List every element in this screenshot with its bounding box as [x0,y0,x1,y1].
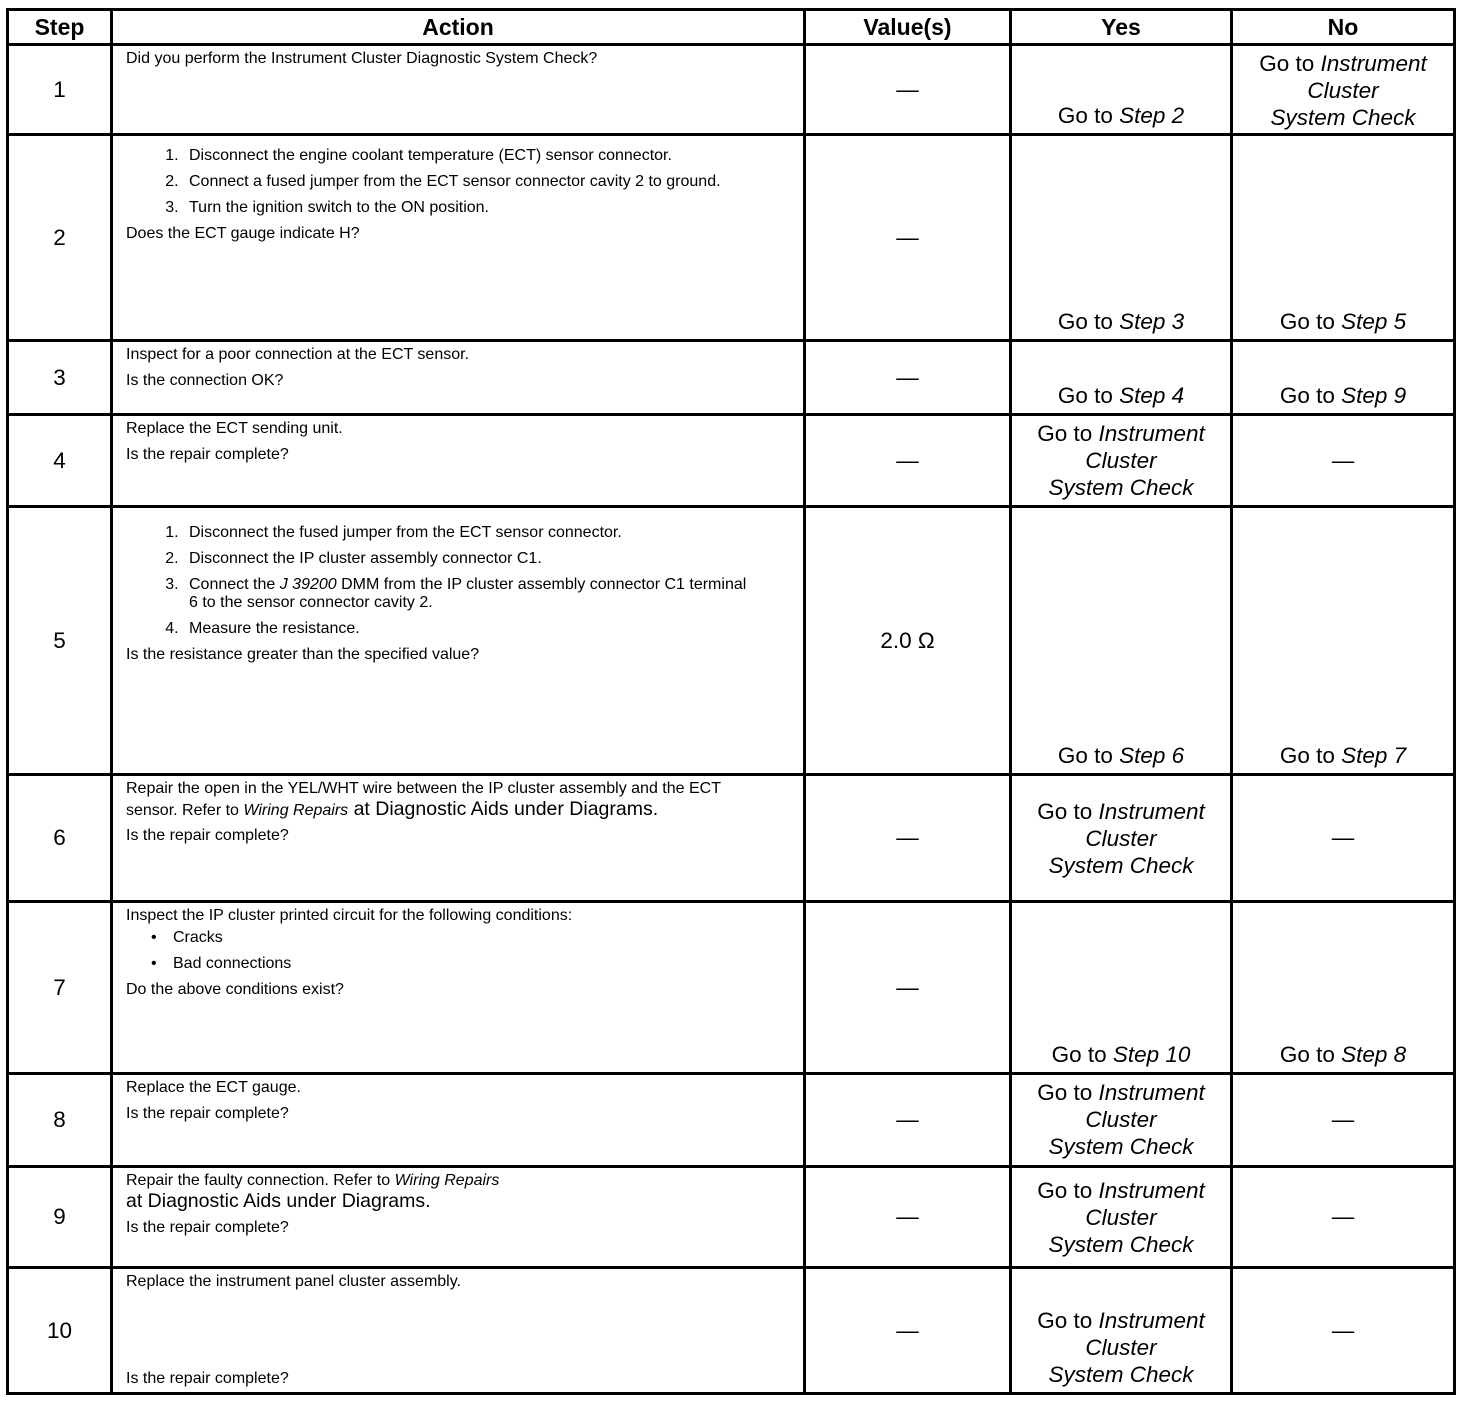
value-cell: — [805,341,1011,415]
value-cell: — [805,902,1011,1074]
yes-cell: Go to Instrument Cluster System Check [1011,1074,1232,1167]
action-step: 1. Disconnect the engine coolant temperature (ECT) sensor connector. [183,147,749,165]
action-text: Replace the ECT sending unit. [126,420,343,437]
table-row [8,1268,1455,1394]
yes-cell: Go to Instrument Cluster System Check [1011,775,1232,902]
no-target-line2: Cluster [1307,78,1379,103]
yes-target: Step 3 [1119,309,1185,334]
header-values: Value(s) [805,10,1011,45]
action-step: 1. Disconnect the fused jumper from the ECT sensor connector. [183,524,764,542]
yes-cell: Go to Step 4 [1011,341,1232,415]
yes-cell: Go to Step 2 [1011,45,1232,135]
action-text: Inspect the IP cluster printed circuit for the following conditions: [126,907,573,924]
table-row [8,1074,1455,1167]
yes-cell: Go to Step 10 [1011,902,1232,1074]
yes-cell: Go to Step 3 [1011,135,1232,341]
no-cell: Go to Step 8 [1232,902,1455,1074]
no-cell: — [1232,1074,1455,1167]
no-cell: Go to Step 7 [1232,507,1455,775]
action-question: Is the resistance greater than the specified value? [126,646,480,663]
table-row [8,45,1455,135]
action-question: Is the repair complete? [126,446,289,463]
tool-name: J 39200 [279,576,337,593]
step-number: 3 [8,341,112,415]
action-text: Inspect for a poor connection at the ECT sensor. [126,346,470,363]
action-question: Is the repair complete? [126,1219,289,1236]
action-cell [112,902,805,1074]
list-item: • Bad connections [173,955,793,973]
step-number: 1 [8,45,112,135]
action-cell [112,1268,805,1394]
action-text: Repair the faulty connection. Refer to Wiring Repairs at Diagnostic Aids under Diagrams. [126,1172,500,1212]
step-number: 6 [8,775,112,902]
ref-link: Wiring Repairs [243,802,349,819]
action-question: Do the above conditions exist? [126,981,344,998]
header-step: Step [8,10,112,45]
action-cell [112,1167,805,1268]
value-cell: — [805,45,1011,135]
step-number: 4 [8,415,112,507]
action-text: Repair the open in the YEL/WHT wire between the IP cluster assembly and the ECT sensor. Refer to Wiring Repairs at Diagnostic Aids under Diagrams. [126,780,721,820]
step-number: 9 [8,1167,112,1268]
value-cell: — [805,415,1011,507]
table-header-row [8,10,1455,45]
step-number: 10 [8,1268,112,1394]
no-target: Step 8 [1341,1042,1407,1067]
no-target: Step 9 [1341,383,1407,408]
value-cell: — [805,1268,1011,1394]
list-item: • Cracks [173,929,793,947]
table-row [8,341,1455,415]
table-row [8,775,1455,902]
header-action: Action [112,10,805,45]
value-cell: — [805,775,1011,902]
action-steps [126,147,793,217]
diagnostic-table [6,8,1456,1395]
step-number: 7 [8,902,112,1074]
yes-cell: Go to Instrument Cluster System Check [1011,1167,1232,1268]
action-step: 3. Turn the ignition switch to the ON position. [183,199,793,217]
yes-target: Step 6 [1119,743,1185,768]
action-cell [112,415,805,507]
value-cell: — [805,135,1011,341]
action-cell [112,135,805,341]
step-number: 8 [8,1074,112,1167]
no-cell: — [1232,1167,1455,1268]
step-number: 2 [8,135,112,341]
action-question: Is the repair complete? [126,1370,289,1387]
action-question: Is the repair complete? [126,1105,289,1122]
value-cell: — [805,1167,1011,1268]
no-cell: — [1232,775,1455,902]
yes-cell: Go to Step 6 [1011,507,1232,775]
action-text: Replace the instrument panel cluster assembly. [126,1273,461,1290]
action-cell [112,507,805,775]
no-target-line1: Instrument [1320,51,1427,76]
yes-target: Step 10 [1112,1042,1191,1067]
action-cell [112,341,805,415]
action-step: 2. Connect a fused jumper from the ECT sensor connector cavity 2 to ground. [183,173,729,191]
value-cell: 2.0 Ω [805,507,1011,775]
step-number: 5 [8,507,112,775]
yes-cell: Go to Instrument Cluster System Check [1011,415,1232,507]
table-row [8,415,1455,507]
action-cell [112,775,805,902]
no-target: Step 5 [1341,309,1407,334]
no-cell: Go to Instrument Cluster System Check [1232,45,1455,135]
table-row [8,507,1455,775]
action-question: Is the repair complete? [126,827,289,844]
yes-cell: Go to Instrument Cluster System Check [1011,1268,1232,1394]
no-target: Step 7 [1341,743,1407,768]
yes-target: Step 2 [1119,103,1185,128]
table-row [8,1167,1455,1268]
table-row [8,135,1455,341]
yes-target: Step 4 [1119,383,1185,408]
header-no: No [1232,10,1455,45]
action-step: 4. Measure the resistance. [183,620,793,638]
ref-link: Wiring Repairs [394,1172,500,1189]
action-cell [112,45,805,135]
action-question: Does the ECT gauge indicate H? [126,225,360,242]
value-cell: — [805,1074,1011,1167]
action-question: Is the connection OK? [126,372,284,389]
no-cell: Go to Step 5 [1232,135,1455,341]
header-yes: Yes [1011,10,1232,45]
action-text: Did you perform the Instrument Cluster Diagnostic System Check? [126,50,598,67]
no-target-line3: System Check [1270,105,1416,130]
table-row [8,902,1455,1074]
no-cell: — [1232,415,1455,507]
action-text: Replace the ECT gauge. [126,1079,301,1096]
condition-list [126,929,793,973]
no-cell: Go to Step 9 [1232,341,1455,415]
no-cell: — [1232,1268,1455,1394]
action-cell [112,1074,805,1167]
action-step: 2. Disconnect the IP cluster assembly connector C1. [183,550,793,568]
action-step: 3. Connect the J 39200 DMM from the IP cluster assembly connector C1 terminal 6 to the sensor connector cavity 2. [183,576,749,612]
action-steps [126,524,793,638]
